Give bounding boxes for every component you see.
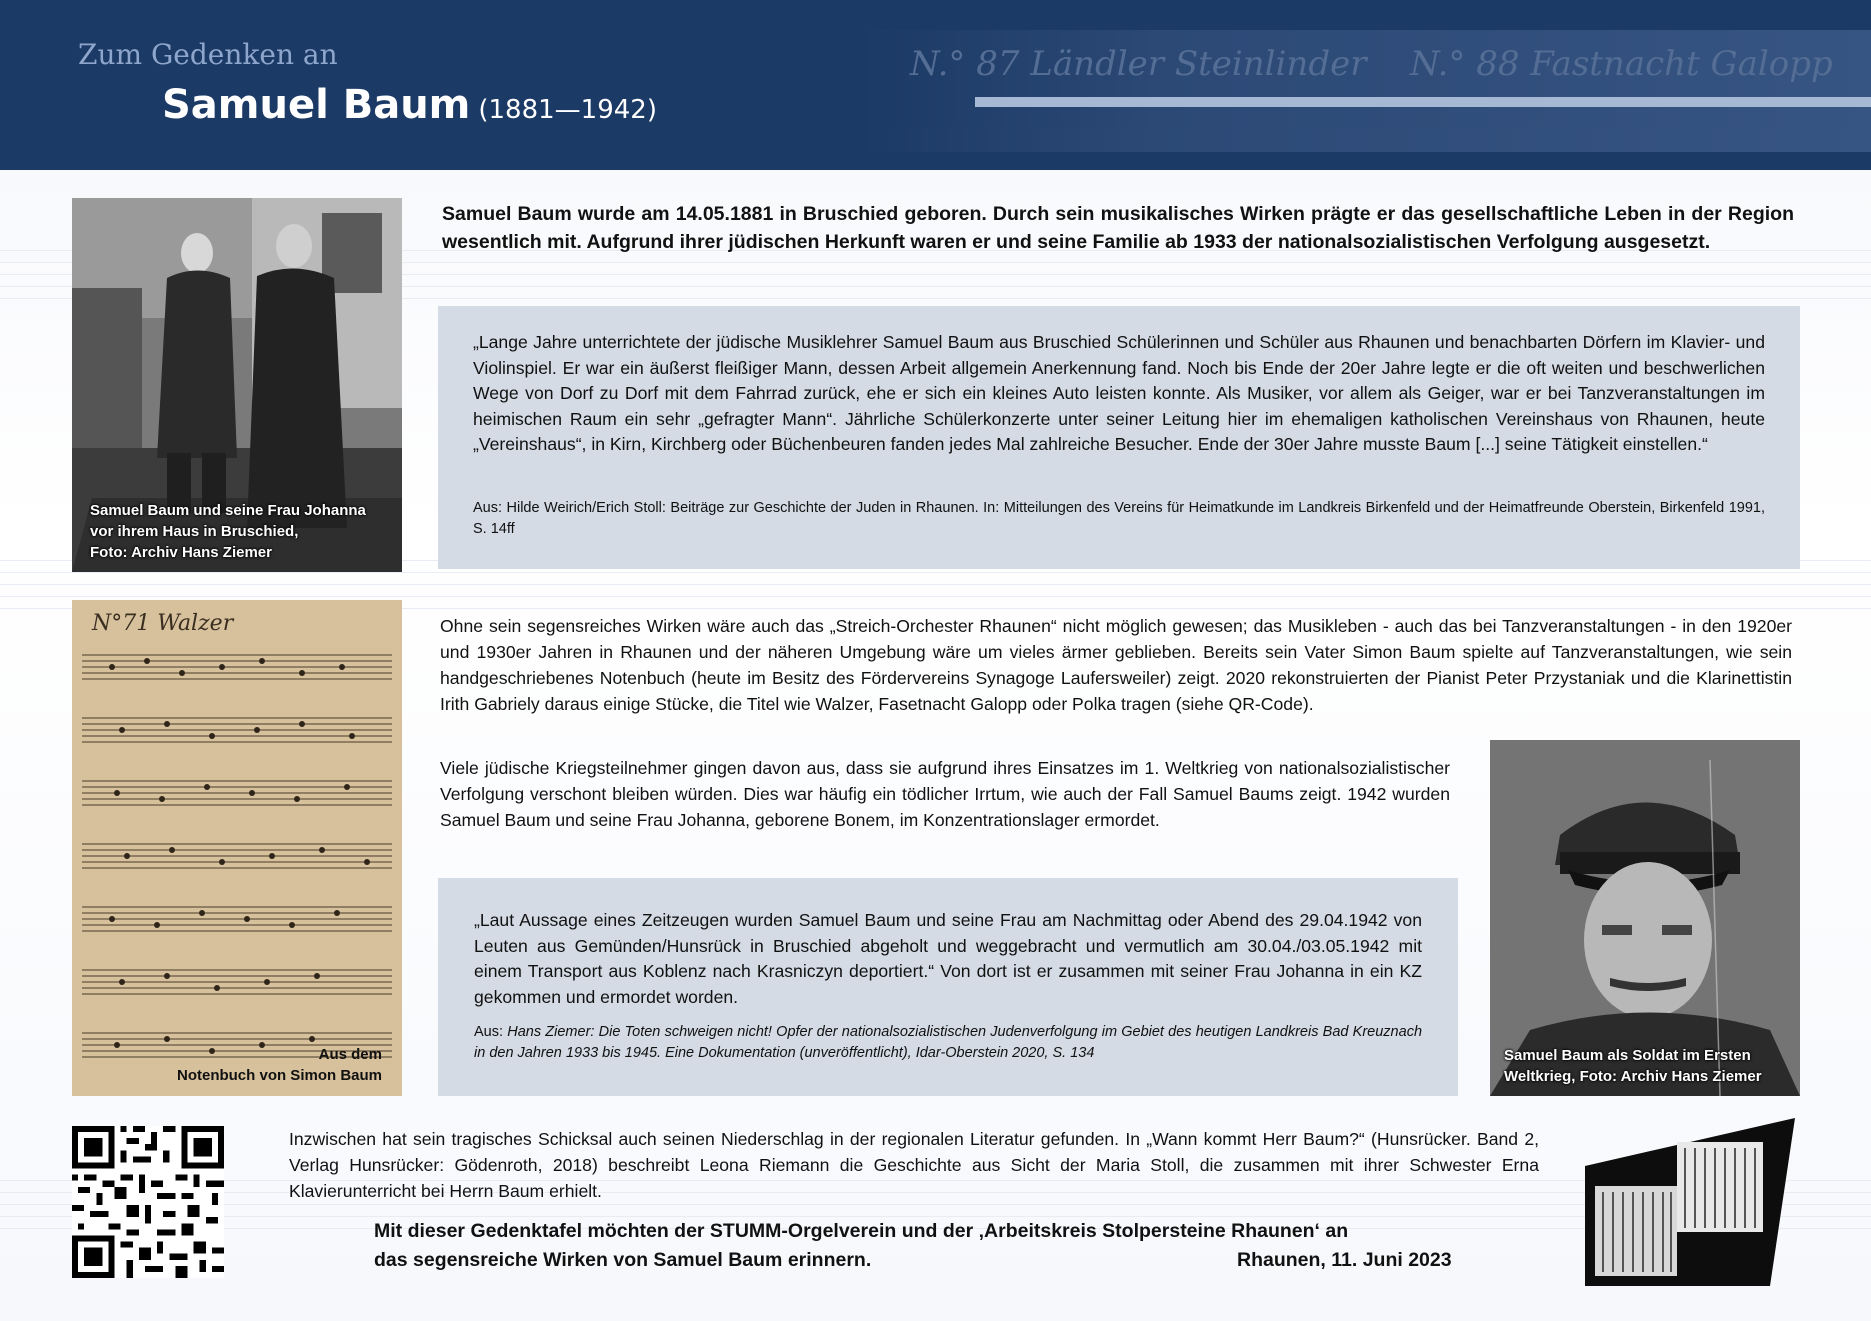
- header-banner: [0, 0, 1871, 170]
- quote-box-2: [438, 878, 1458, 1096]
- title-name: Samuel Baum: [162, 82, 471, 128]
- paragraph-literature: Inzwischen hat sein tragisches Schicksal auch seinen Niederschlag in der regionalen Literatur gefunden. In „Wann kommt Herr Baum?“ (Hunsrücker. Band 2, Verlag Hunsrücker: Gödenroth, 2018) beschreibt Leona Riemann die Geschichte aus Sicht der Maria Stoll, die zusammen mit ihrer Schwester Erna Klavierunterricht bei Herrn Baum erhielt.: [289, 1129, 1539, 1201]
- sheet-music-image: [72, 600, 402, 1096]
- qr-code[interactable]: [72, 1126, 224, 1278]
- caption-line: Samuel Baum als Soldat im Ersten: [1504, 1047, 1751, 1064]
- header-kicker: Zum Gedenken an: [78, 38, 338, 71]
- organ-pipes-icon: [1585, 1118, 1795, 1286]
- closing-line-2: das segensreiche Wirken von Samuel Baum erinnern.: [374, 1249, 872, 1271]
- caption-line: vor ihrem Haus in Bruschied,: [90, 523, 299, 540]
- caption-line: Aus dem: [318, 1046, 382, 1063]
- quote-2-source: [474, 1022, 1422, 1064]
- notebook-photo: [72, 600, 402, 1096]
- caption-line: Weltkrieg, Foto: Archiv Hans Ziemer: [1504, 1068, 1762, 1085]
- quote-2-text: „Laut Aussage eines Zeitzeugen wurden Samuel Baum und seine Frau am Nachmittag oder Abend des 29.04.1942 von Leuten aus Gemünden/Hunsrück in Bruschied abgeholt und weggebracht und vermutlich am 30.04./03.05.1942 mit einem Transport aus Koblenz nach Krasniczyn deportiert.“ Von dort ist er zusammen mit seiner Frau Johanna in ein KZ gekommen und ermordet worden.: [474, 910, 1422, 1007]
- header-script-text-1: N.° 87 Ländler Steinlinder: [910, 44, 1367, 84]
- closing-line-1: Mit dieser Gedenktafel möchten der STUMM-Orgelverein und der ‚Arbeitskreis Stolpersteine Rhaunen‘ an: [374, 1220, 1349, 1242]
- intro-paragraph: Samuel Baum wurde am 14.05.1881 in Bruschied geboren. Durch sein musikalisches Wirken prägte er das gesellschaftliche Leben in der Region wesentlich mit. Aufgrund ihrer jüdischen Herkunft waren er und seine Familie ab 1933 der nationalsozialistischen Verfolgung ausgesetzt.: [442, 203, 1794, 253]
- qr-code-icon: [72, 1126, 224, 1278]
- header-script-text-2: N.° 88 Fastnacht Galopp: [1410, 44, 1833, 84]
- couple-photo-caption: [90, 500, 366, 563]
- organ-logo: [1585, 1118, 1795, 1286]
- caption-line: Notenbuch von Simon Baum: [176, 1067, 382, 1084]
- quote-1-source: Aus: Hilde Weirich/Erich Stoll: Beiträge zur Geschichte der Juden in Rhaunen. In: Mitteilungen des Vereins für Heimatkunde im Landkreis Birkenfeld und der Heimatfreunde Oberstein, Birkenfeld 1991, S. 14ff: [473, 500, 1765, 537]
- paragraph-persecution: Viele jüdische Kriegsteilnehmer gingen davon aus, dass sie aufgrund ihres Einsatzes im 1. Weltkrieg von nationalsozialistischer Verfolgung verschont bleiben würden. Dies war häufig ein tödlicher Irrtum, wie auch der Fall Samuel Baums zeigt. 1942 wurden Samuel Baum und seine Frau Johanna, geborene Bonem, im Konzentrationslager ermordet.: [440, 758, 1450, 830]
- title-years: (1881—1942): [478, 95, 657, 125]
- soldier-photo-caption: [1504, 1045, 1762, 1087]
- caption-line: Foto: Archiv Hans Ziemer: [90, 544, 272, 561]
- header-stripe: [975, 97, 1871, 107]
- closing-place-date: Rhaunen, 11. Juni 2023: [1237, 1249, 1452, 1271]
- quote-2-source-prefix: Aus:: [474, 1024, 508, 1040]
- svg-text:N°71 Walzer: N°71 Walzer: [92, 611, 234, 636]
- quote-box-1: [438, 306, 1800, 569]
- header-sheet-music-image: [855, 30, 1871, 152]
- soldier-photo: [1490, 740, 1800, 1096]
- caption-line: Samuel Baum und seine Frau Johanna: [90, 502, 366, 519]
- quote-2-source-title: Hans Ziemer: Die Toten schweigen nicht! Opfer der nationalsozialistischen Judenverfolgung im Gebiet des heutigen Landkreis Bad Kreuznach in den Jahren 1933 bis 1945. Eine Dokumentation (unveröffentlicht), Idar-Oberstein 2020, S. 134: [474, 1024, 1423, 1061]
- paragraph-orchestra: Ohne sein segensreiches Wirken wäre auch das „Streich-Orchester Rhaunen“ nicht möglich gewesen; das Musikleben - auch das bei Tanzveranstaltungen - in den 1920er und 1930er Jahren in Rhaunen und der näheren Umgebung wäre um vieles ärmer geblieben. Bereits sein Vater Simon Baum spielte auf Tanzveranstaltungen, wie sein handgeschriebenes Notenbuch (heute im Besitz des Fördervereins Synagoge Laufersweiler) zeigt. 2020 rekonstruierten der Pianist Peter Przystaniak und die Klarinettistin Irith Gabriely daraus einige Stücke, die Titel wie Walzer, Fasetnacht Galopp oder Polka tragen (siehe QR-Code).: [440, 616, 1792, 714]
- soldier-portrait-image: [1490, 740, 1800, 1096]
- notebook-photo-caption: [177, 1044, 382, 1086]
- quote-1-text: „Lange Jahre unterrichtete der jüdische Musiklehrer Samuel Baum aus Bruschied Schülerinnen und Schüler aus Rhaunen und benachbarten Dörfern im Klavier- und Violinspiel. Er war ein äußerst fleißiger Mann, dessen Arbeit allgemein Anerkennung fand. Noch bis Ende der 20er Jahre legte er die oft weiten und beschwerlichen Wege von Dorf zu Dorf mit dem Fahrrad zurück, ehe er sich ein kleines Auto leisten konnte. Als Musiker, vor allem als Geiger, war er bei Tanzveranstaltungen im heimischen Raum ein sehr „gefragter Mann“. Jährliche Schülerkonzerte unter seiner Leitung hier im ehemaligen katholischen Vereinshaus von Rhaunen, heute „Vereinshaus“, in Kirn, Kirchberg oder Büchenbeuren fanden jedes Mal zahlreiche Besucher. Ende der 30er Jahre musste Baum [...] seine Tätigkeit einstellen.“: [473, 332, 1765, 454]
- couple-photo: [72, 198, 402, 572]
- page-title: [162, 82, 657, 128]
